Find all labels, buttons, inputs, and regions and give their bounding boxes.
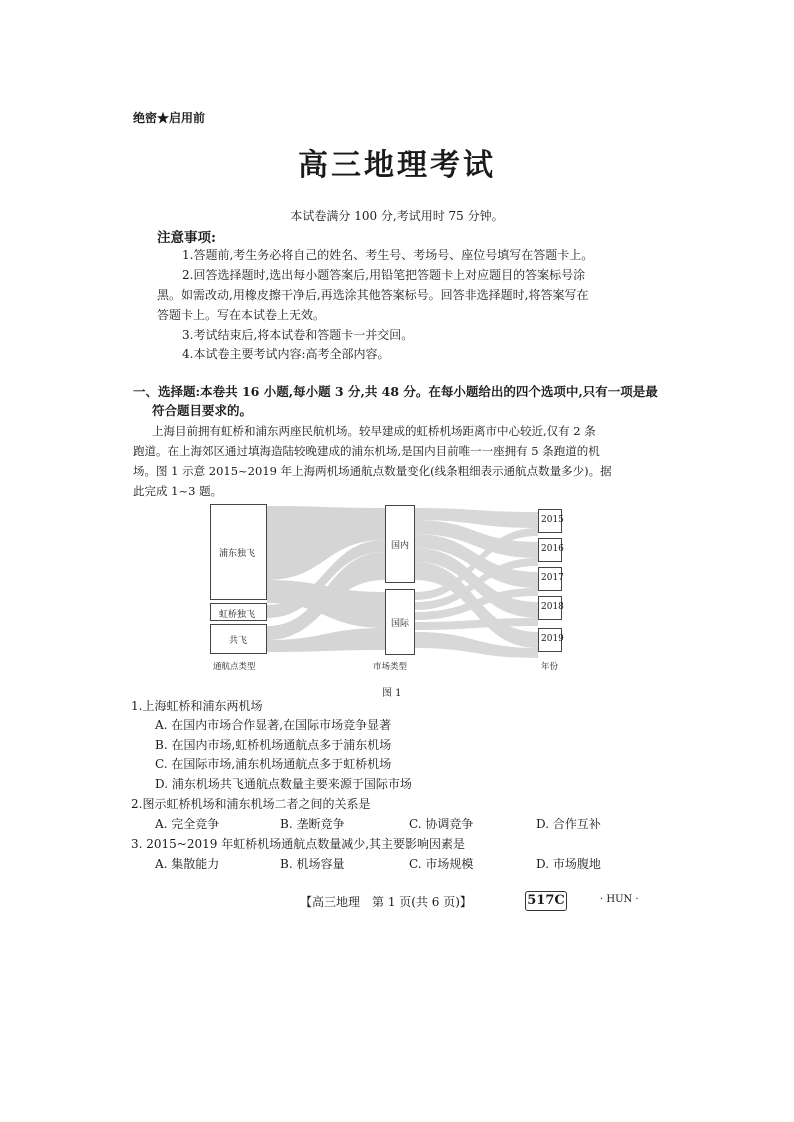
figure-caption: 图 1 — [382, 688, 402, 699]
answer-option[interactable]: D. 浦东机场共飞通航点数量主要来源于国际市场 — [155, 777, 412, 791]
question-stem: 1.上海虹桥和浦东两机场 — [131, 699, 263, 713]
notice-line: 1.答题前,考生务必将自己的姓名、考生号、考场号、座位号填写在答题卡上。 — [182, 248, 594, 262]
section-heading: 一、选择题:本卷共 16 小题,每小题 3 分,共 48 分。在每小题给出的四个选项中,只有一项是最 — [133, 384, 658, 399]
year-label: 2016 — [541, 544, 564, 554]
year-label: 2018 — [541, 602, 564, 612]
answer-option[interactable]: A. 在国内市场合作显著,在国际市场竞争显著 — [155, 718, 392, 732]
year-label: 2015 — [541, 515, 564, 525]
passage-line: 上海目前拥有虹桥和浦东两座民航机场。较早建成的虹桥机场距离市中心较近,仅有 2 条 — [152, 424, 596, 438]
region-code: · HUN · — [600, 894, 639, 905]
answer-option[interactable]: D. 合作互补 — [536, 817, 601, 831]
passage-line: 跑道。在上海郊区通过填海造陆较晚建成的浦东机场,是国内目前唯一一座拥有 5 条跑道的机 — [133, 444, 600, 458]
axis-label: 通航点类型 — [213, 662, 256, 672]
answer-option[interactable]: A. 完全竞争 — [155, 817, 220, 831]
question-stem: 2.图示虹桥机场和浦东机场二者之间的关系是 — [131, 797, 371, 811]
notice-line: 4.本试卷主要考试内容:高考全部内容。 — [182, 347, 390, 361]
answer-option[interactable]: B. 机场容量 — [280, 857, 345, 871]
axis-label: 年份 — [541, 662, 559, 672]
axis-label: 市场类型 — [373, 662, 408, 672]
passage-line: 场。图 1 示意 2015~2019 年上海两机场通航点数量变化(线条粗细表示通航点数量多少)。据 — [133, 464, 612, 478]
paper-code: 517C — [525, 891, 567, 911]
notice-line: 2.回答选择题时,选出每小题答案后,用铅笔把答题卡上对应题目的答案标号涂 — [182, 268, 586, 282]
answer-option[interactable]: C. 协调竞争 — [409, 817, 474, 831]
notice-line: 答题卡上。写在本试卷上无效。 — [157, 308, 326, 322]
year-label: 2019 — [541, 634, 564, 644]
section-heading-cont: 符合题目要求的。 — [152, 403, 253, 418]
notice-line: 3.考试结束后,将本试卷和答题卡一并交回。 — [182, 328, 414, 342]
node-label: 共飞 — [229, 636, 248, 646]
answer-option[interactable]: A. 集散能力 — [155, 857, 220, 871]
secret-label: 绝密★启用前 — [133, 111, 206, 125]
exam-title: 高三地理考试 — [298, 148, 496, 183]
node-label: 浦东独飞 — [219, 549, 256, 559]
node-label: 虹桥独飞 — [219, 610, 256, 620]
flow-band — [415, 618, 538, 630]
year-label: 2017 — [541, 573, 564, 583]
sankey-figure — [205, 500, 575, 678]
node-label: 国内 — [391, 541, 410, 551]
answer-option[interactable]: B. 在国内市场,虹桥机场通航点多于浦东机场 — [155, 738, 392, 752]
page-footer-label: 【高三地理 第 1 页(共 6 页)】 — [300, 895, 472, 909]
answer-option[interactable]: B. 垄断竞争 — [280, 817, 345, 831]
passage-line: 此完成 1~3 题。 — [133, 484, 223, 498]
answer-option[interactable]: C. 市场规模 — [409, 857, 474, 871]
notice-line: 黑。如需改动,用橡皮擦干净后,再选涂其他答案标号。回答非选择题时,将答案写在 — [157, 288, 589, 302]
answer-option[interactable]: C. 在国际市场,浦东机场通航点多于虹桥机场 — [155, 757, 392, 771]
notice-heading: 注意事项: — [157, 230, 216, 246]
answer-option[interactable]: D. 市场腹地 — [536, 857, 601, 871]
exam-subtitle: 本试卷满分 100 分,考试用时 75 分钟。 — [290, 209, 504, 223]
node-label: 国际 — [391, 619, 410, 629]
question-stem: 3. 2015~2019 年虹桥机场通航点数量减少,其主要影响因素是 — [131, 837, 466, 851]
